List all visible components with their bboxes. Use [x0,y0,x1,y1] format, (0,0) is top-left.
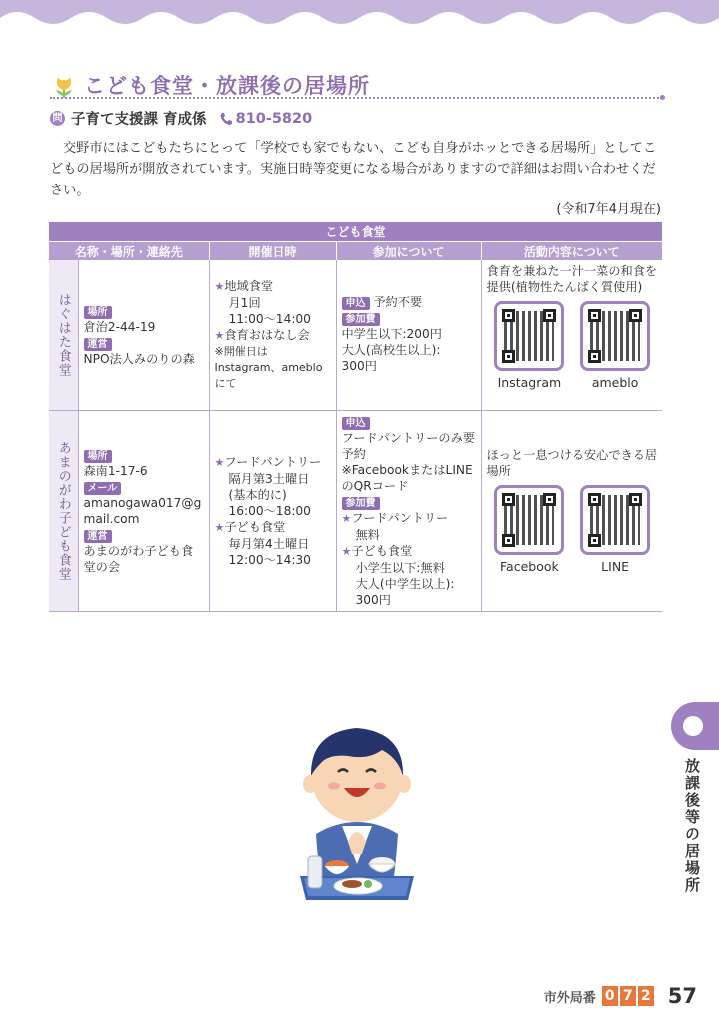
fee-line: 300円 [341,359,377,373]
qr-code-icon [580,301,650,371]
star-icon: ★ [214,279,225,293]
schedule-item: 地域食堂 [224,278,274,293]
operator-tag: 運営 [84,530,112,543]
location-address: 倉治2-44-19 [83,319,156,334]
header-participation: 参加について [336,242,481,261]
area-code-digit: 2 [638,986,654,1006]
fee-tag: 参加費 [342,497,380,510]
participation-cell [336,410,481,611]
area-code-label: 市外局番 [543,990,596,1006]
schedule-item: フードパントリー [224,454,322,469]
location-tag: 場所 [84,306,112,319]
kodomo-shokudo-table [49,222,662,612]
apply-line: フードパントリーのみ要予約 [341,430,475,461]
fee-item: フードパントリー [351,510,449,525]
mail-tag: メール [84,482,122,495]
facebook-qr[interactable] [494,485,564,575]
qr-label: ameblo [591,375,639,390]
intro-paragraph: 交野市にはこどもたちにとって「学校でも家でもない、こども自身がホッとできる居場所」としてこどもの居場所が開放されています。実施日時等変更になる場合がありますので詳細はお問い合わせください。 [50,141,657,198]
schedule-item: 隔月第3土曜日 [228,471,310,486]
schedule-item: 月1回 [228,295,261,310]
schedule-cell [209,260,336,410]
participation-cell [336,260,481,410]
schedule-item: 食育おはなし会 [224,327,310,342]
area-code-digit: 0 [602,986,618,1006]
as-of-date: (令和7年4月現在) [556,202,661,217]
apply-tag: 申込 [342,417,370,430]
fee-item: 大人(中学生以上): [355,576,455,591]
row-name-amanogawa [49,410,78,611]
apply-text: 予約不要 [373,295,423,309]
phone-number-text: 810-5820 [235,110,313,127]
activity-cell [481,410,662,611]
mail-address[interactable]: amanogawa017@gmail.com [83,495,202,526]
qr-label: LINE [601,558,630,574]
fee-line: 中学生以下:200円 [341,327,442,341]
schedule-note: ※開催日はInstagram、ameblo にて [214,344,323,390]
row-name-text: はぐはた食堂 [55,292,71,377]
row-name-hagu [49,260,78,410]
apply-line: ※FacebookまたはLINEのQRコード [341,462,473,493]
contact-line [50,108,312,129]
qr-code-icon [580,485,650,555]
schedule-item: (基本的に) [228,487,287,502]
star-icon: ★ [214,520,225,534]
phone-icon [219,112,233,126]
schedule-item: 子ども食堂 [224,519,286,534]
fee-item: 300円 [355,592,391,607]
fee-item: 小学生以下:無料 [355,560,445,575]
operator-name: あまのがわ子ども食堂の会 [83,543,194,574]
schedule-item: 毎月第4土曜日 [228,536,310,551]
apply-tag: 申込 [342,297,370,310]
section-title-row [50,70,370,100]
operator-name: NPO法人みのりの森 [83,351,195,366]
schedule-item: 11:00〜14:00 [228,311,311,326]
table-caption: こども食堂 [49,222,662,242]
inquiry-badge: 問 [50,111,65,126]
schedule-item: 16:00〜18:00 [228,503,311,518]
title-underline [50,97,662,99]
activity-cell [481,260,662,410]
phone-number[interactable] [219,111,313,127]
schedule-cell [209,410,336,611]
area-code-digit: 7 [620,986,636,1006]
activity-text: ほっと一息つける安心できる居場所 [486,447,658,478]
activity-text: 食育を兼ねた一汁一菜の和食を提供(植物性たんぱく質使用) [486,264,658,294]
page-title: こども食堂・放課後の居場所 [84,74,370,98]
qr-label: Facebook [500,558,559,574]
side-category-label: 放課後等の居場所 [683,758,701,894]
fee-tag: 参加費 [342,313,380,326]
qr-label: Instagram [497,375,562,390]
header-schedule: 開催日時 [209,242,336,261]
row-name-text: あまのがわ子ども食堂 [55,440,71,581]
qr-code-icon [494,485,564,555]
page-footer [544,984,697,1008]
page-number: 57 [667,984,697,1008]
smiley-icon [683,716,703,736]
location-cell [78,410,209,611]
location-tag: 場所 [84,450,112,463]
tulip-icon [50,71,78,99]
fee-item: 子ども食堂 [351,543,413,558]
ameblo-qr[interactable] [580,301,650,391]
star-icon: ★ [341,511,352,525]
department-name: 子育て支援課 育成係 [71,112,207,128]
schedule-item: 12:00〜14:30 [228,552,311,567]
star-icon: ★ [214,328,225,342]
table-row [49,260,662,410]
header-activity: 活動内容について [481,242,662,261]
boy-eating-illustration [298,714,416,904]
qr-code-icon [494,301,564,371]
star-icon: ★ [341,544,352,558]
instagram-qr[interactable] [494,301,564,391]
star-icon: ★ [214,455,225,469]
fee-line: 大人(高校生以上): [341,343,441,357]
location-cell [78,260,209,410]
line-qr[interactable] [580,485,650,575]
operator-tag: 運営 [84,338,112,351]
side-category-tab[interactable] [671,702,719,750]
location-address: 森南1-17-6 [83,463,148,478]
fee-item: 無料 [355,527,380,542]
header-name-location: 名称・場所・連絡先 [49,242,209,261]
top-wave-decoration [0,0,719,30]
table-row [49,410,662,611]
